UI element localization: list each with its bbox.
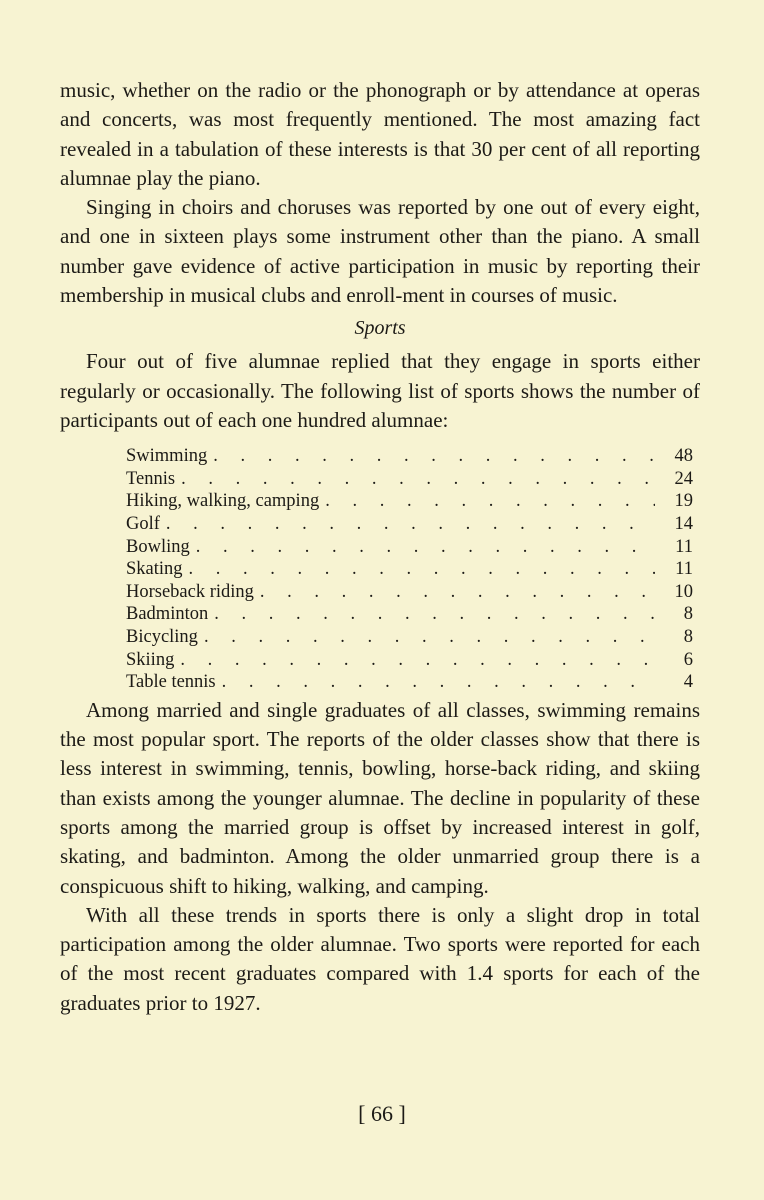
sport-name: Hiking, walking, camping [126,491,320,512]
table-row [126,558,693,581]
table-row [126,581,693,604]
dot-leader [166,513,655,536]
dot-leader [196,536,655,559]
sport-name: Bicycling [126,627,198,648]
dot-leader [260,581,655,604]
sport-value: 8 [683,627,693,648]
dot-leader [180,649,655,672]
sport-value: 19 [674,491,693,512]
section-heading-sports: Sports [354,317,406,340]
sport-value: 11 [675,536,693,557]
sport-name: Swimming [126,446,208,467]
dot-leader [189,558,655,581]
table-row [126,649,693,672]
table-row [126,468,693,491]
paragraph-music-interests: music, whether on the radio or the phonograph or by attendance at operas and concerts, was most frequently mentioned. The most amazing fact revealed in a tabulation of these interests is that 30 per cent of all reporting alumnae play the piano. [60,78,700,190]
sports-participation-table [126,445,693,694]
sport-name: Skiing [126,649,175,670]
paragraph-participation-drop: With all these trends in sports there is only a slight drop in total participation among the older alumnae. Two sports were reported for each of the most recent graduates compared with 1.4 sports for each of the graduates prior to 1927. [60,902,700,1015]
sport-name: Skating [126,559,183,580]
dot-leader [222,671,655,694]
sport-value: 8 [683,604,693,625]
sport-value: 10 [674,581,693,602]
sport-value: 6 [683,649,693,670]
sport-name: Bowling [126,536,190,557]
sport-name: Golf [126,514,160,535]
sport-name: Table tennis [126,672,216,693]
sport-value: 4 [683,672,693,693]
dot-leader [325,490,655,513]
sport-value: 11 [675,559,693,580]
sport-name: Horseback riding [126,581,254,602]
sport-value: 24 [674,468,693,489]
page-body [60,76,700,1018]
table-row [126,603,693,626]
sport-value: 14 [674,514,693,535]
table-row [126,626,693,649]
dot-leader [214,603,655,626]
table-row [126,490,693,513]
sport-name: Tennis [126,468,176,489]
paragraph-sports-intro: Four out of five alumnae replied that they engage in sports either regularly or occasionally. The following list of sports shows the number of participants out of each one hundred alumnae: [60,349,700,432]
paragraph-singing: Singing in choirs and choruses was reported by one out of every eight, and one in sixteen plays some instrument other than the piano. A small number gave evidence of active participation in music by reporting their membership in musical clubs and enroll-ment in courses of music. [60,195,700,308]
dot-leader [181,468,655,491]
table-row [126,445,693,468]
page-number: [ 66 ] [358,1101,406,1126]
sport-name: Badminton [126,604,209,625]
paragraph-popularity-trends: Among married and single graduates of all classes, swimming remains the most popular sport. The reports of the older classes show that there is less interest in swimming, tennis, bowling, horse-back riding, and skiing than exists among the younger alumnae. The decline in popularity of these sports among the married group is offset by increased interest in golf, skating, and badminton. Among the older unmarried group there is a conspicuous shift to hiking, walking, and camping. [60,697,700,898]
dot-leader [204,626,655,649]
table-row [126,513,693,536]
table-row [126,671,693,694]
sport-value: 48 [674,446,693,467]
dot-leader [213,445,655,468]
table-row [126,536,693,559]
